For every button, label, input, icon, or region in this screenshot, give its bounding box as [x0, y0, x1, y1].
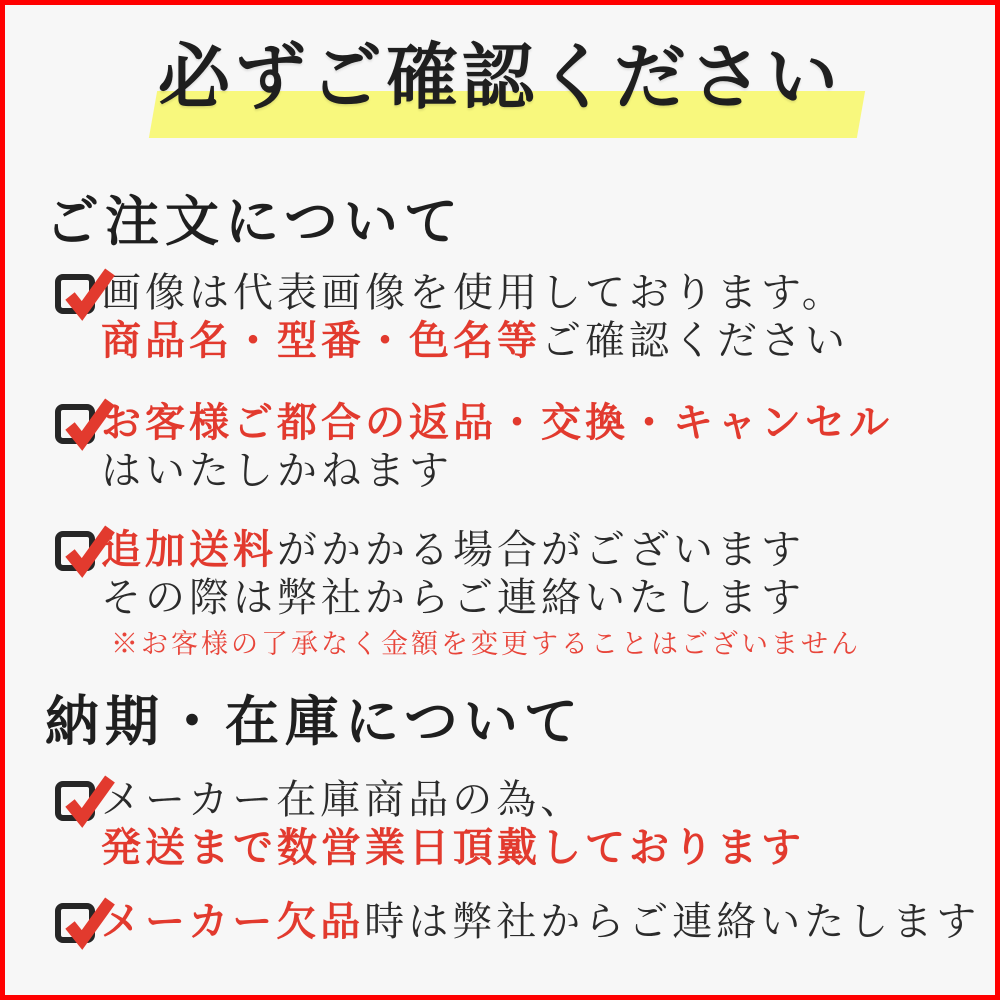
text-segment: 画像は代表画像を使用しております。	[101, 270, 846, 315]
red-check-icon	[58, 770, 118, 830]
item-line	[101, 824, 805, 872]
item-line	[101, 776, 805, 824]
red-check-icon	[58, 263, 118, 323]
item-line	[101, 399, 893, 447]
text-segment: はいたしかねます	[101, 448, 453, 493]
title-area	[5, 5, 995, 165]
item-text	[101, 526, 861, 659]
text-segment: メーカー在庫商品の為、	[101, 777, 585, 822]
text-segment: ご確認ください	[541, 318, 849, 363]
text-segment-red: 発送まで数営業日頂戴しております	[101, 825, 805, 870]
text-segment-red: 追加送料	[101, 527, 277, 572]
item-line	[101, 269, 849, 317]
red-check-icon	[58, 520, 118, 580]
item-line	[101, 574, 861, 622]
item-text	[101, 269, 849, 365]
list-item-maker-stock	[55, 776, 805, 872]
checkbox-checked-icon	[55, 404, 95, 444]
price-change-note: ※お客様の了承なく金額を変更することはございません	[111, 629, 861, 659]
text-segment-red: お客様ご都合の返品・交換・キャンセル	[101, 400, 893, 445]
list-item-extra-shipping	[55, 526, 861, 659]
list-item-maker-shortage	[55, 898, 980, 946]
checkbox-checked-icon	[55, 903, 95, 943]
list-item-representative-image	[55, 269, 849, 365]
text-segment: がかかる場合がございます	[277, 527, 805, 572]
text-segment-red: 商品名・型番・色名等	[101, 318, 541, 363]
red-check-icon	[58, 393, 118, 453]
text-segment: 時は弊社からご連絡いたします	[364, 899, 981, 944]
page-title: 必ずご確認ください	[157, 38, 842, 118]
checkbox-checked-icon	[55, 274, 95, 314]
checkbox-checked-icon	[55, 781, 95, 821]
item-line	[101, 317, 849, 365]
item-line	[101, 447, 893, 495]
item-text	[101, 399, 893, 495]
item-text	[101, 898, 980, 946]
red-check-icon	[58, 892, 118, 952]
text-segment: その際は弊社からご連絡いたします	[101, 575, 805, 620]
section-heading-delivery-stock: 納期・在庫について	[45, 692, 584, 752]
list-item-returns	[55, 399, 893, 495]
item-text	[101, 776, 805, 872]
item-line	[101, 898, 980, 946]
checkbox-checked-icon	[55, 531, 95, 571]
text-segment-red: メーカー欠品	[101, 899, 365, 944]
section-heading-orders: ご注文について	[45, 192, 464, 252]
item-line	[101, 526, 861, 574]
